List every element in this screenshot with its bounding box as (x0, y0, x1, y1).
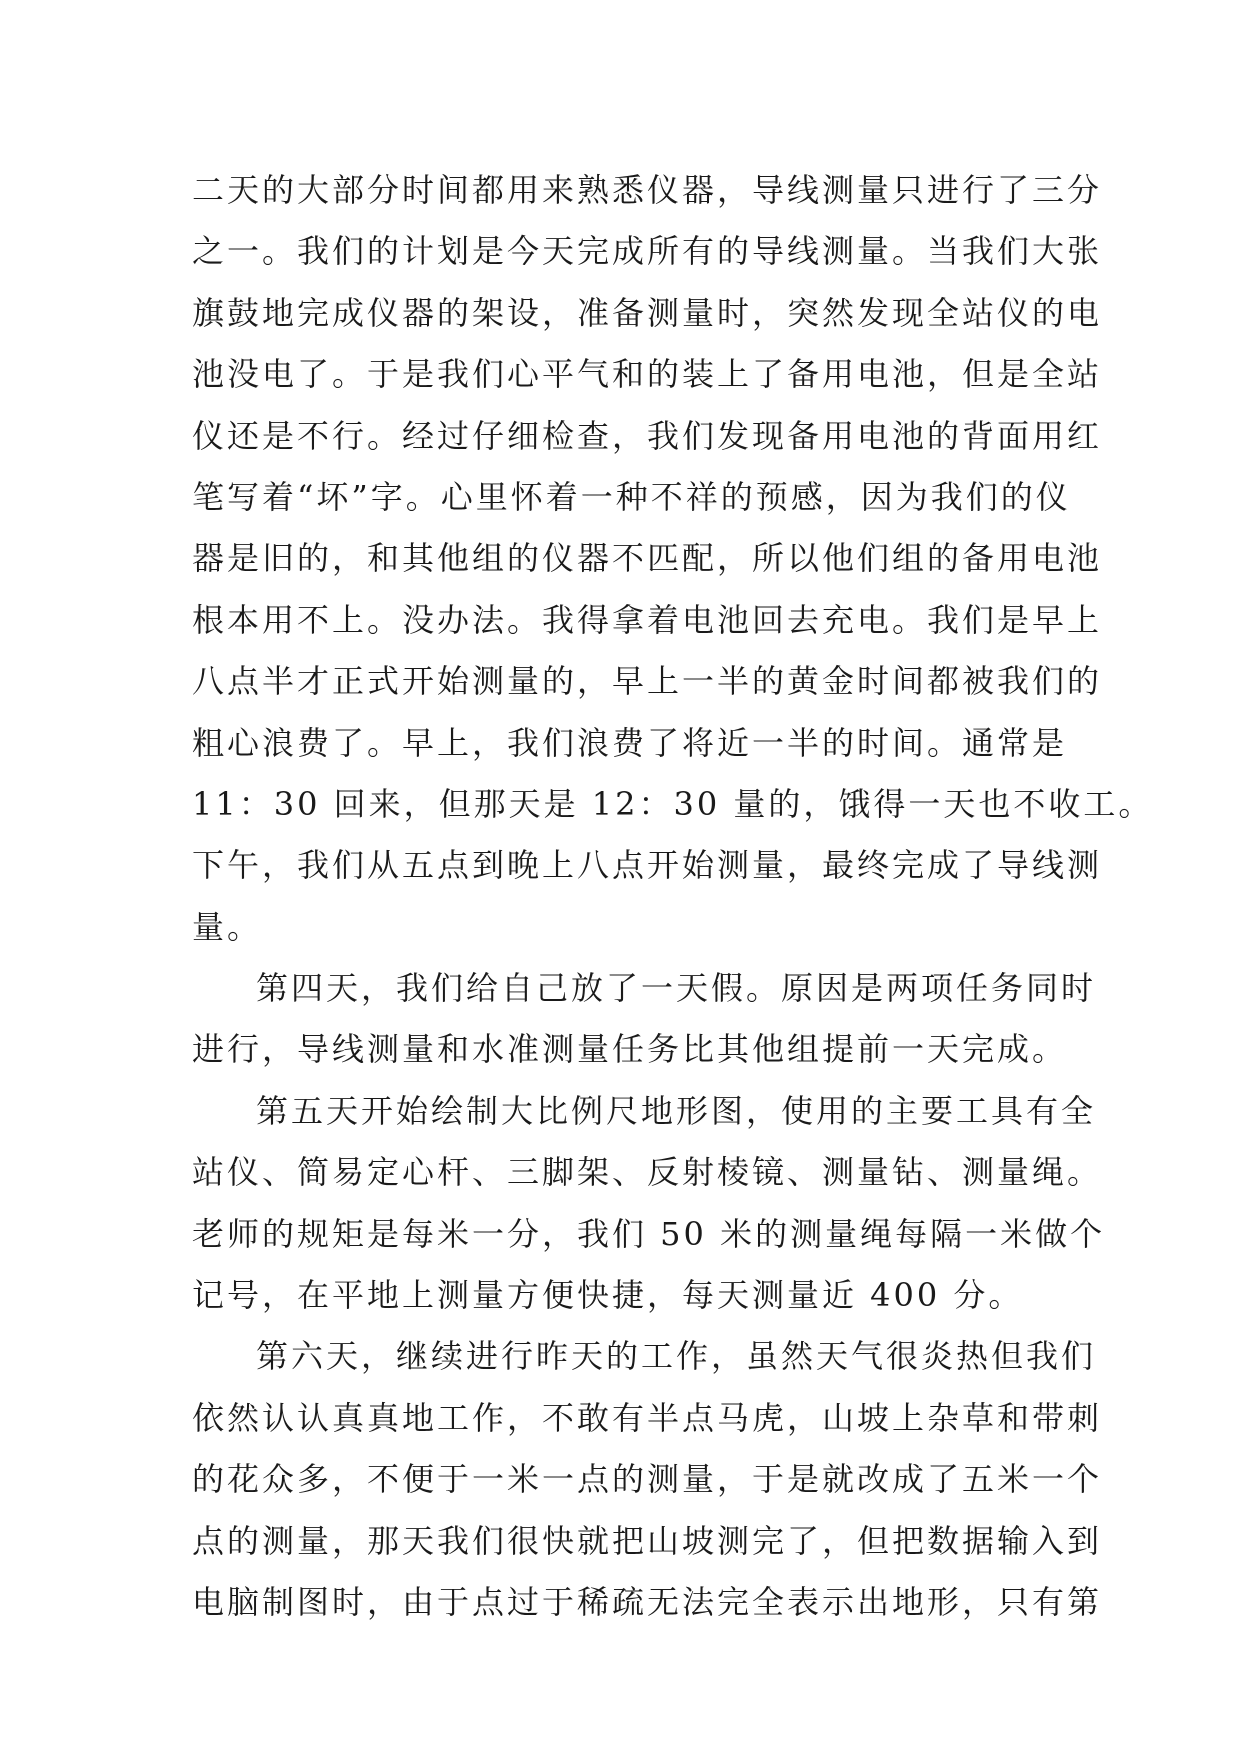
text-line: 记号，在平地上测量方便快捷，每天测量近 400 分。 (192, 1276, 1024, 1315)
text-line: 器是旧的，和其他组的仪器不匹配，所以他们组的备用电池 (192, 539, 1103, 578)
paragraph (192, 160, 1154, 958)
text-line: 笔写着“坏”字。心里怀着一种不祥的预感，因为我们的仪 (192, 477, 1071, 516)
paragraph (192, 1081, 1106, 1327)
text-line: 11：30 回来，但那天是 12：30 量的，饿得一天也不收工。 (192, 784, 1154, 823)
text-line: 二天的大部分时间都用来熟悉仪器，导线测量只进行了三分 (192, 171, 1103, 209)
body-text (192, 160, 1154, 1633)
text-line: 池没电了。于是我们心平气和的装上了备用电池，但是全站 (192, 355, 1103, 394)
text-line: 仪还是不行。经过仔细检查，我们发现备用电池的背面用红 (192, 416, 1103, 455)
text-line: 点的测量，那天我们很快就把山坡测完了，但把数据输入到 (192, 1521, 1103, 1560)
text-line: 下午，我们从五点到晚上八点开始测量，最终完成了导线测 (192, 846, 1103, 885)
text-line: 量。 (192, 907, 263, 946)
paragraph (192, 1326, 1103, 1633)
text-line: 电脑制图时，由于点过于稀疏无法完全表示出地形，只有第 (192, 1582, 1103, 1621)
text-line: 老师的规矩是每米一分，我们 50 米的测量绳每隔一米做个 (192, 1214, 1106, 1253)
text-line: 之一。我们的计划是今天完成所有的导线测量。当我们大张 (192, 232, 1103, 271)
text-line: 第四天，我们给自己放了一天假。原因是两项任务同时 (256, 969, 1097, 1008)
text-line: 粗心浪费了。早上，我们浪费了将近一半的时间。通常是 (192, 723, 1068, 762)
paragraph (192, 958, 1097, 1081)
text-line: 第五天开始绘制大比例尺地形图，使用的主要工具有全 (256, 1091, 1097, 1130)
text-line: 的花众多，不便于一米一点的测量，于是就改成了五米一个 (192, 1460, 1103, 1499)
text-line: 根本用不上。没办法。我得拿着电池回去充电。我们是早上 (192, 600, 1103, 639)
text-line: 旗鼓地完成仪器的架设，准备测量时，突然发现全站仪的电 (192, 293, 1103, 332)
text-line: 依然认认真真地工作，不敢有半点马虎，山坡上杂草和带刺 (192, 1398, 1103, 1437)
text-line: 第六天，继续进行昨天的工作，虽然天气很炎热但我们 (256, 1337, 1097, 1376)
text-line: 站仪、简易定心杆、三脚架、反射棱镜、测量钻、测量绳。 (192, 1153, 1103, 1192)
text-line: 进行，导线测量和水准测量任务比其他组提前一天完成。 (192, 1030, 1068, 1069)
text-line: 八点半才正式开始测量的，早上一半的黄金时间都被我们的 (192, 662, 1103, 701)
